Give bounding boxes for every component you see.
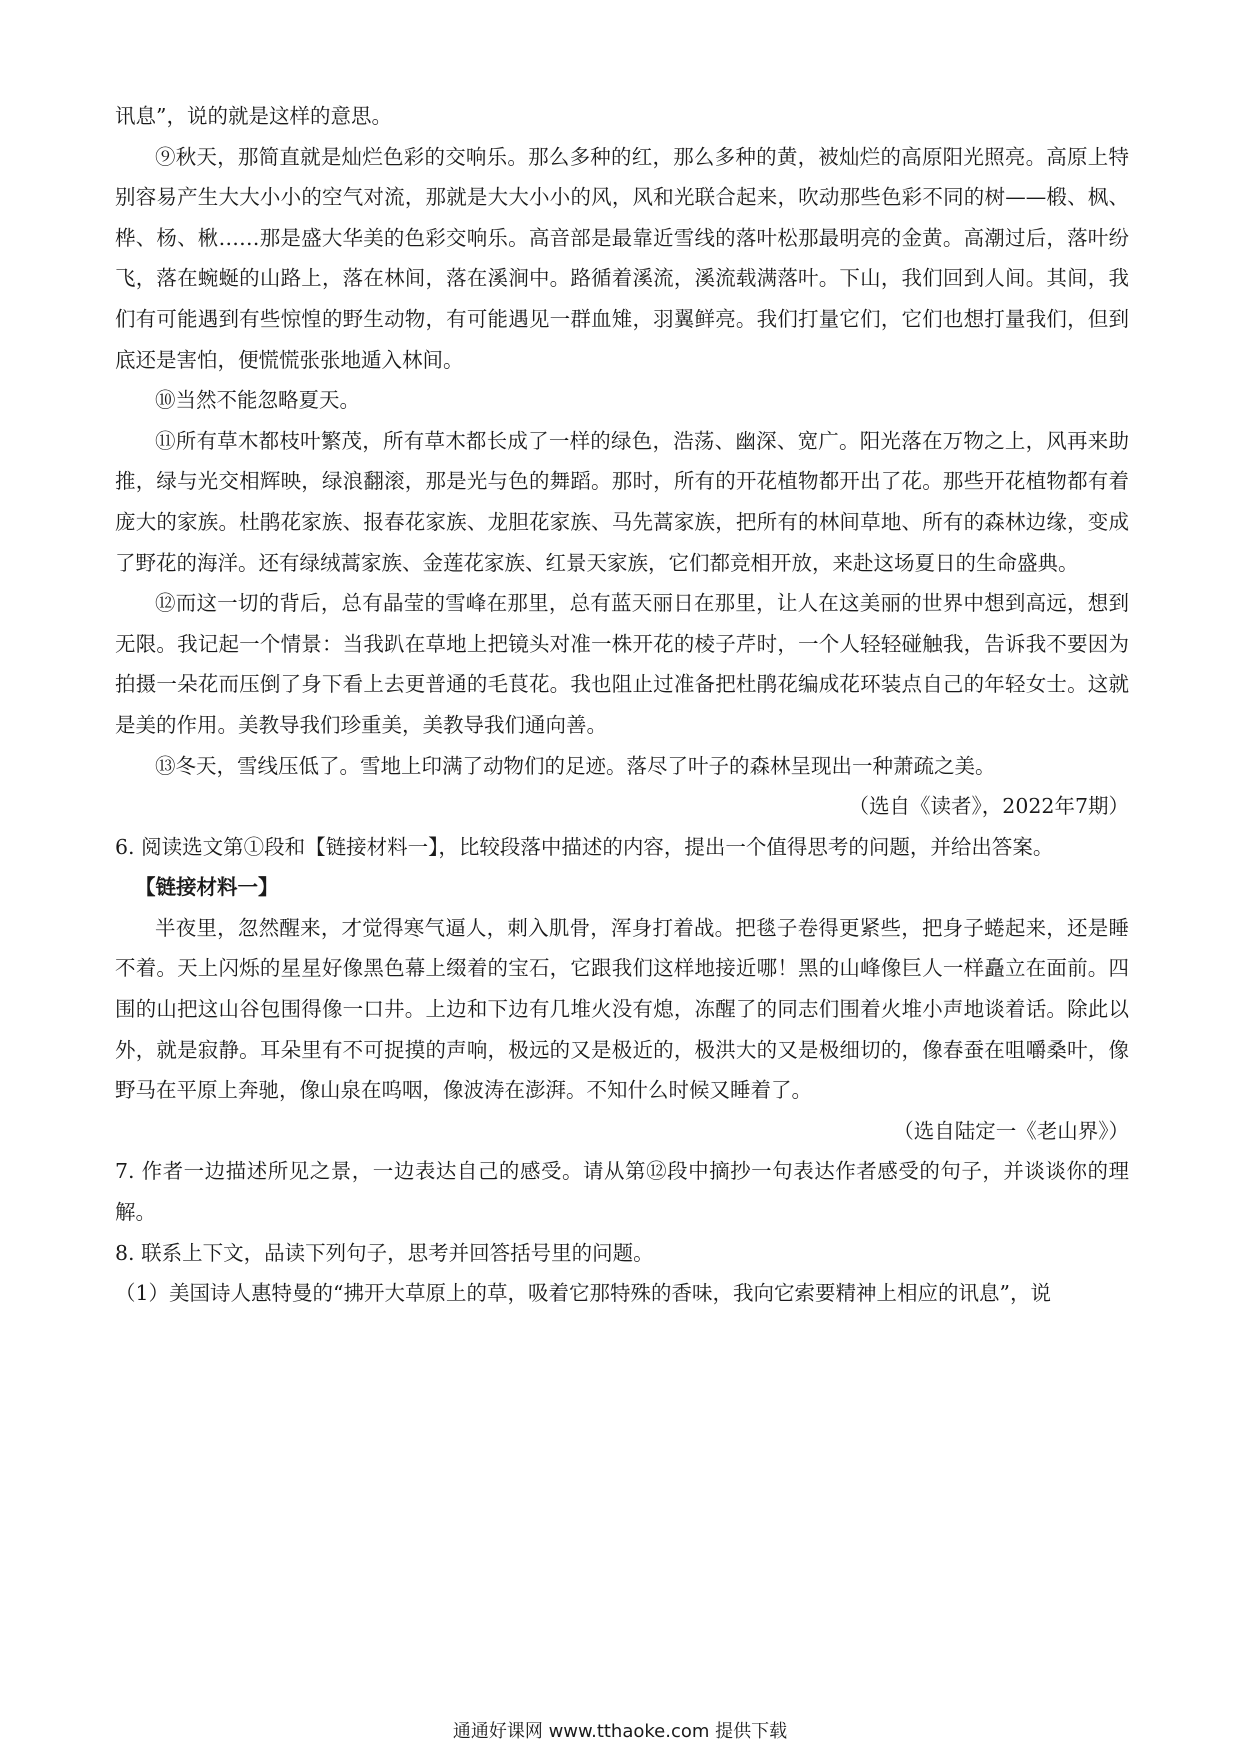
source-citation-1: （选自《读者》，2022年7期）	[848, 794, 1129, 819]
paragraph-11: ⑪所有草木都枝叶繁茂，所有草木都长成了一样的绿色，浩荡、幽深、宽广。阳光落在万物之上，风再来助推，绿与光交相辉映，绿浪翻滚，那是光与色的舞蹈。那时，所有的开花植物都开出了花。那些开花植物都有着庞大的家族。杜鹃花家族、报春花家族、龙胆花家族、马先蒿家族，把所有的林间草地、所有的森林边缘，变成了野花的海洋。还有绿绒蒿家族、金莲花家族、红景天家族，它们都竞相开放，来赴这场夏日的生命盛典。	[115, 428, 1129, 575]
paragraph-9: ⑨秋天，那简直就是灿烂色彩的交响乐。那么多种的红，那么多种的黄，被灿烂的高原阳光照亮。高原上特别容易产生大大小小的空气对流，那就是大大小小的风，风和光联合起来，吹动那些色彩不同的树——椴、枫、桦、杨、楸……那是盛大华美的色彩交响乐。高音部是最靠近雪线的落叶松那最明亮的金黄。高潮过后，落叶纷飞，落在蜿蜒的山路上，落在林间，落在溪涧中。路循着溪流，溪流载满落叶。下山，我们回到人间。其间，我们有可能遇到有些惊惶的野生动物，有可能遇见一群血雉，羽翼鲜亮。我们打量它们，它们也想打量我们，但到底还是害怕，便慌慌张张地遁入林间。	[115, 144, 1129, 372]
question-8-part-1: （1）美国诗人惠特曼的“拂开大草原上的草，吸着它那特殊的香味，我向它索要精神上相应的讯息”，说	[115, 1281, 1052, 1306]
link-material-text: 半夜里，忽然醒来，才觉得寒气逼人，刺入肌骨，浑身打着战。把毯子卷得更紧些，把身子蜷起来，还是睡不着。天上闪烁的星星好像黑色幕上缀着的宝石，它跟我们这样地接近哪！黑的山峰像巨人一样矗立在面前。四围的山把这山谷包围得像一口井。上边和下边有几堆火没有熄，冻醒了的同志们围着火堆小声地谈着话。除此以外，就是寂静。耳朵里有不可捉摸的声响，极远的又是极近的，极洪大的又是极细切的，像春蚕在咀嚼桑叶，像野马在平原上奔驰，像山泉在呜咽，像波涛在澎湃。不知什么时候又睡着了。	[115, 915, 1129, 1103]
question-8: 8. 联系上下文，品读下列句子，思考并回答括号里的问题。	[115, 1240, 654, 1265]
question-7: 7. 作者一边描述所见之景，一边表达自己的感受。请从第⑫段中摘抄一句表达作者感受的句子，并谈谈你的理解。	[115, 1159, 1129, 1225]
link-material-heading: 【链接材料一】	[135, 875, 279, 900]
document-body	[115, 96, 1129, 1314]
question-6: 6. 阅读选文第①段和【链接材料一】，比较段落中描述的内容，提出一个值得思考的问题，并给出答案。	[115, 834, 1054, 859]
paragraph-continued: 讯息”，说的就是这样的意思。	[115, 104, 392, 128]
paragraph-10: ⑩当然不能忽略夏天。	[155, 388, 360, 413]
paragraph-13: ⑬冬天，雪线压低了。雪地上印满了动物们的足迹。落尽了叶子的森林呈现出一种萧疏之美。	[155, 753, 996, 778]
paragraph-12: ⑫而这一切的背后，总有晶莹的雪峰在那里，总有蓝天丽日在那里，让人在这美丽的世界中想到高远，想到无限。我记起一个情景：当我趴在草地上把镜头对准一株开花的棱子芹时，一个人轻轻碰触我，告诉我不要因为拍摄一朵花而压倒了身下看上去更普通的毛茛花。我也阻止过准备把杜鹃花编成花环装点自己的年轻女士。这就是美的作用。美教导我们珍重美，美教导我们通向善。	[115, 591, 1129, 737]
footer-credit: 通通好课网 www.tthaoke.com 提供下载	[452, 1721, 788, 1742]
source-citation-2: （选自陆定一《老山界》）	[893, 1118, 1129, 1143]
